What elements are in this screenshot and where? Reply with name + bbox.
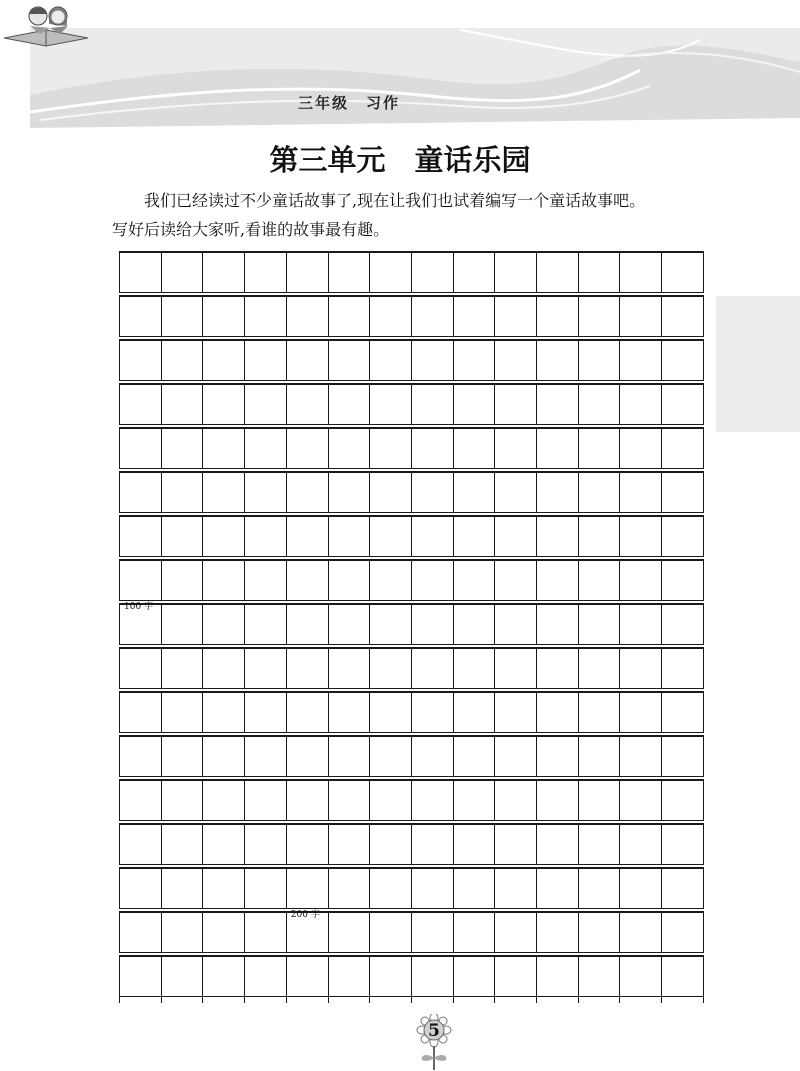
grid-cell[interactable] (286, 781, 328, 820)
grid-cell[interactable] (119, 429, 161, 468)
grid-cell[interactable] (328, 649, 370, 688)
grid-cell[interactable] (119, 341, 161, 380)
grid-cell[interactable] (328, 429, 370, 468)
grid-cell[interactable] (119, 957, 161, 996)
grid-cell[interactable] (411, 297, 453, 336)
grid-cell[interactable] (619, 957, 661, 996)
grid-row (119, 867, 704, 909)
page-title: 第三单元 童话乐园 (269, 143, 531, 177)
kids-reading-icon (0, 0, 92, 50)
grid-cell[interactable] (328, 473, 370, 512)
grid-cell[interactable] (661, 385, 703, 424)
grid-cell[interactable] (244, 825, 286, 864)
grid-cell[interactable] (578, 517, 620, 556)
grid-cell[interactable] (369, 561, 411, 600)
grid-cell[interactable] (494, 693, 536, 732)
grid-cell[interactable] (411, 253, 453, 292)
grid-cell[interactable] (619, 561, 661, 600)
grid-cell[interactable] (369, 297, 411, 336)
grid-cell[interactable] (244, 429, 286, 468)
grid-row-end (703, 605, 704, 644)
grid-cell[interactable] (619, 385, 661, 424)
grid-cell[interactable] (369, 737, 411, 776)
grid-cell[interactable] (119, 737, 161, 776)
grid-cell[interactable] (286, 825, 328, 864)
grid-cell[interactable] (661, 605, 703, 644)
grid-cell[interactable] (536, 253, 578, 292)
grid-cell[interactable] (244, 737, 286, 776)
grid-cell[interactable] (578, 869, 620, 908)
grid-tick (244, 997, 245, 1003)
grid-cell[interactable] (453, 517, 495, 556)
header-banner (0, 0, 800, 130)
grid-cell[interactable] (244, 253, 286, 292)
grid-cell[interactable] (328, 341, 370, 380)
grid-cell[interactable] (453, 649, 495, 688)
grid-cell[interactable] (286, 737, 328, 776)
grid-cell[interactable] (453, 341, 495, 380)
grid-cell[interactable] (494, 517, 536, 556)
grid-tick (494, 997, 495, 1003)
grid-cell[interactable] (453, 693, 495, 732)
grid-cell[interactable] (578, 341, 620, 380)
grid-cell[interactable] (161, 693, 203, 732)
grid-cell[interactable] (328, 913, 370, 952)
grid-row-end (703, 913, 704, 952)
grid-cell[interactable] (202, 737, 244, 776)
grid-cell[interactable] (202, 385, 244, 424)
grid-cell[interactable] (619, 649, 661, 688)
grid-cell[interactable] (578, 957, 620, 996)
grid-cell[interactable] (411, 473, 453, 512)
grid-cell[interactable] (244, 341, 286, 380)
grid-cell[interactable] (119, 385, 161, 424)
grid-row (119, 647, 704, 689)
grid-cell[interactable] (369, 341, 411, 380)
grid-cell[interactable] (119, 473, 161, 512)
grid-row (119, 339, 704, 381)
grid-row (119, 603, 704, 645)
grid-cell[interactable] (244, 649, 286, 688)
grid-cell[interactable] (119, 517, 161, 556)
grid-cell[interactable] (119, 649, 161, 688)
grid-cell[interactable] (578, 737, 620, 776)
grid-cell[interactable] (411, 913, 453, 952)
grid-cell[interactable] (161, 473, 203, 512)
grid-cell[interactable] (328, 737, 370, 776)
grid-cell[interactable] (411, 869, 453, 908)
grid-cell[interactable] (161, 781, 203, 820)
grid-cell[interactable] (202, 429, 244, 468)
grid-cell[interactable] (202, 253, 244, 292)
grid-cell[interactable] (202, 561, 244, 600)
grid-cell[interactable] (578, 385, 620, 424)
grid-tick (578, 997, 579, 1003)
word-count-marker: 100 字 (124, 602, 154, 612)
grid-cell[interactable] (661, 913, 703, 952)
grid-cell[interactable] (119, 869, 161, 908)
grid-cell[interactable] (119, 693, 161, 732)
grid-cell[interactable] (286, 297, 328, 336)
grid-cell[interactable] (202, 913, 244, 952)
grid-row-end (703, 385, 704, 424)
grid-cell[interactable] (244, 473, 286, 512)
grid-cell[interactable] (286, 957, 328, 996)
grid-cell[interactable] (161, 385, 203, 424)
grid-cell[interactable] (411, 737, 453, 776)
grid-cell[interactable] (369, 473, 411, 512)
grid-cell[interactable] (453, 253, 495, 292)
grid-cell[interactable] (578, 605, 620, 644)
grid-cell[interactable] (578, 561, 620, 600)
grid-cell[interactable] (161, 517, 203, 556)
grid-cell[interactable] (328, 297, 370, 336)
grid-cell[interactable] (619, 869, 661, 908)
grid-cell[interactable] (536, 605, 578, 644)
grid-cell[interactable] (411, 385, 453, 424)
grid-row (119, 471, 704, 513)
grid-tail (119, 997, 704, 1003)
grid-row (119, 823, 704, 865)
grid-cell[interactable] (453, 737, 495, 776)
grid-cell[interactable] (369, 517, 411, 556)
grid-cell[interactable] (536, 913, 578, 952)
grid-cell[interactable] (161, 913, 203, 952)
grid-cell[interactable] (244, 561, 286, 600)
grid-row (119, 691, 704, 733)
grid-cell[interactable] (328, 253, 370, 292)
grid-cell[interactable] (369, 253, 411, 292)
grid-row-end (703, 693, 704, 732)
grid-cell[interactable] (453, 429, 495, 468)
grid-cell[interactable] (453, 957, 495, 996)
grid-cell[interactable] (578, 693, 620, 732)
grid-cell[interactable] (494, 649, 536, 688)
grid-cell[interactable] (286, 561, 328, 600)
grid-cell[interactable] (661, 693, 703, 732)
grid-cell[interactable] (536, 341, 578, 380)
grid-cell[interactable] (619, 517, 661, 556)
grid-cell[interactable] (536, 297, 578, 336)
grid-cell[interactable] (536, 649, 578, 688)
grid-row-end (703, 781, 704, 820)
grid-cell[interactable] (161, 341, 203, 380)
grid-cell[interactable] (494, 429, 536, 468)
grid-cell[interactable] (119, 913, 161, 952)
grid-cell[interactable] (661, 561, 703, 600)
grid-cell[interactable] (202, 869, 244, 908)
grid-cell[interactable] (202, 517, 244, 556)
grid-row-end (703, 649, 704, 688)
grid-cell[interactable] (286, 869, 328, 908)
grid-cell[interactable] (244, 517, 286, 556)
grid-cell[interactable] (661, 649, 703, 688)
grid-cell[interactable] (369, 957, 411, 996)
grid-cell[interactable] (619, 825, 661, 864)
grid-cell[interactable] (661, 737, 703, 776)
grid-cell[interactable] (578, 473, 620, 512)
grid-cell[interactable] (453, 781, 495, 820)
grid-cell[interactable] (244, 385, 286, 424)
grid-cell[interactable] (369, 649, 411, 688)
grid-cell[interactable] (453, 605, 495, 644)
grid-cell[interactable] (619, 341, 661, 380)
grid-row (119, 779, 704, 821)
grid-cell[interactable] (536, 781, 578, 820)
grid-cell[interactable] (369, 693, 411, 732)
grid-cell[interactable] (661, 517, 703, 556)
grid-cell[interactable] (494, 605, 536, 644)
grid-cell[interactable] (578, 649, 620, 688)
grid-cell[interactable] (619, 473, 661, 512)
grid-row-end (703, 869, 704, 908)
grid-cell[interactable] (619, 781, 661, 820)
grid-cell[interactable] (619, 693, 661, 732)
grid-cell[interactable] (536, 957, 578, 996)
grid-cell[interactable] (536, 517, 578, 556)
grid-cell[interactable] (244, 957, 286, 996)
grid-cell[interactable] (619, 605, 661, 644)
grid-tick (369, 997, 370, 1003)
grid-cell[interactable] (286, 253, 328, 292)
grid-cell[interactable] (244, 605, 286, 644)
grid-cell[interactable] (161, 649, 203, 688)
grid-cell[interactable] (202, 473, 244, 512)
grid-cell[interactable] (619, 253, 661, 292)
grid-cell[interactable] (453, 297, 495, 336)
grid-cell[interactable] (411, 781, 453, 820)
grid-cell[interactable] (578, 253, 620, 292)
grid-cell[interactable] (328, 385, 370, 424)
grid-cell[interactable] (494, 561, 536, 600)
grid-cell[interactable] (411, 693, 453, 732)
grid-cell[interactable] (161, 561, 203, 600)
grid-tick (661, 997, 662, 1003)
grid-cell[interactable] (536, 561, 578, 600)
grid-row-end (703, 737, 704, 776)
grid-cell[interactable] (286, 605, 328, 644)
grid-cell[interactable] (494, 253, 536, 292)
page-number: 5 (428, 1021, 440, 1041)
header-grade-label: 三年级 习作 (298, 94, 401, 112)
grid-cell[interactable] (619, 297, 661, 336)
grid-cell[interactable] (328, 825, 370, 864)
grid-cell[interactable] (202, 693, 244, 732)
grid-cell[interactable] (453, 913, 495, 952)
grid-row-end (703, 341, 704, 380)
grid-tick (161, 997, 162, 1003)
instructions-line-2: 写好后读给大家听,看谁的故事最有趣。 (112, 220, 390, 239)
grid-cell[interactable] (494, 913, 536, 952)
grid-cell[interactable] (536, 385, 578, 424)
grid-cell[interactable] (661, 781, 703, 820)
grid-cell[interactable] (202, 297, 244, 336)
grid-cell[interactable] (286, 341, 328, 380)
grid-cell[interactable] (661, 825, 703, 864)
grid-cell[interactable] (536, 429, 578, 468)
grid-cell[interactable] (369, 869, 411, 908)
grid-row-end (703, 297, 704, 336)
grid-cell[interactable] (453, 869, 495, 908)
grid-cell[interactable] (494, 297, 536, 336)
instructions (112, 186, 732, 244)
grid-cell[interactable] (661, 341, 703, 380)
grid-row-end (703, 253, 704, 292)
grid-tick (328, 997, 329, 1003)
grid-cell[interactable] (578, 781, 620, 820)
grid-cell[interactable] (661, 473, 703, 512)
grid-cell[interactable] (161, 869, 203, 908)
grid-cell[interactable] (286, 693, 328, 732)
grid-cell[interactable] (328, 781, 370, 820)
grid-cell[interactable] (161, 605, 203, 644)
grid-cell[interactable] (369, 605, 411, 644)
grid-cell[interactable] (119, 561, 161, 600)
grid-row-end (703, 429, 704, 468)
grid-cell[interactable] (328, 561, 370, 600)
grid-cell[interactable] (494, 825, 536, 864)
grid-tick (453, 997, 454, 1003)
grid-cell[interactable] (578, 913, 620, 952)
grid-cell[interactable] (369, 781, 411, 820)
grid-cell[interactable] (536, 693, 578, 732)
grid-cell[interactable] (244, 297, 286, 336)
grid-cell[interactable] (202, 957, 244, 996)
grid-cell[interactable] (411, 517, 453, 556)
grid-cell[interactable] (411, 649, 453, 688)
grid-cell[interactable] (328, 517, 370, 556)
word-count-marker: 200 字 (290, 910, 320, 920)
grid-cell[interactable] (578, 429, 620, 468)
grid-cell[interactable] (411, 957, 453, 996)
grid-row (119, 559, 704, 601)
grid-tick (619, 997, 620, 1003)
grid-cell[interactable] (411, 429, 453, 468)
grid-cell[interactable] (619, 429, 661, 468)
grid-cell[interactable] (161, 737, 203, 776)
grid-cell[interactable] (161, 297, 203, 336)
grid-cell[interactable] (453, 473, 495, 512)
grid-cell[interactable] (369, 429, 411, 468)
grid-cell[interactable] (161, 253, 203, 292)
grid-cell[interactable] (328, 957, 370, 996)
grid-cell[interactable] (494, 869, 536, 908)
instructions-line-1: 我们已经读过不少童话故事了,现在让我们也试着编写一个童话故事吧。 (144, 191, 646, 210)
grid-cell[interactable] (161, 957, 203, 996)
grid-cell[interactable] (661, 253, 703, 292)
grid-cell[interactable] (161, 825, 203, 864)
grid-cell[interactable] (494, 957, 536, 996)
grid-cell[interactable] (119, 781, 161, 820)
grid-tick (536, 997, 537, 1003)
grid-cell[interactable] (661, 869, 703, 908)
grid-cell[interactable] (369, 913, 411, 952)
grid-tick (202, 997, 203, 1003)
grid-tick (411, 997, 412, 1003)
grid-row (119, 515, 704, 557)
grid-cell[interactable] (661, 429, 703, 468)
grid-cell[interactable] (202, 649, 244, 688)
grid-cell[interactable] (411, 341, 453, 380)
grid-cell[interactable] (411, 825, 453, 864)
grid-cell[interactable] (202, 605, 244, 644)
grid-cell[interactable] (202, 341, 244, 380)
grid-cell[interactable] (119, 825, 161, 864)
grid-cell[interactable] (202, 781, 244, 820)
grid-row (119, 911, 704, 953)
grid-cell[interactable] (244, 693, 286, 732)
grid-cell[interactable] (286, 649, 328, 688)
grid-row-end (703, 517, 704, 556)
grid-cell[interactable] (536, 825, 578, 864)
side-tab (716, 296, 800, 432)
grid-cell[interactable] (411, 605, 453, 644)
grid-row (119, 427, 704, 469)
grid-cell[interactable] (119, 297, 161, 336)
grid-row (119, 251, 704, 293)
grid-cell[interactable] (369, 825, 411, 864)
grid-cell[interactable] (619, 737, 661, 776)
grid-cell[interactable] (494, 385, 536, 424)
grid-row-end (703, 473, 704, 512)
grid-cell[interactable] (453, 385, 495, 424)
grid-cell[interactable] (661, 297, 703, 336)
grid-cell[interactable] (661, 957, 703, 996)
grid-cell[interactable] (619, 913, 661, 952)
grid-cell[interactable] (328, 693, 370, 732)
grid-cell[interactable] (536, 737, 578, 776)
grid-cell[interactable] (578, 825, 620, 864)
grid-row-end (703, 825, 704, 864)
grid-cell[interactable] (536, 869, 578, 908)
grid-cell[interactable] (244, 869, 286, 908)
grid-cell[interactable] (161, 429, 203, 468)
grid-row-end (703, 957, 704, 996)
grid-cell[interactable] (286, 473, 328, 512)
grid-row-end (703, 561, 704, 600)
grid-cell[interactable] (286, 385, 328, 424)
grid-cell[interactable] (536, 473, 578, 512)
grid-row (119, 735, 704, 777)
grid-cell[interactable] (494, 737, 536, 776)
grid-cell[interactable] (369, 385, 411, 424)
grid-cell[interactable] (119, 253, 161, 292)
grid-cell[interactable] (328, 605, 370, 644)
grid-row (119, 955, 704, 997)
grid-row (119, 383, 704, 425)
grid-cell[interactable] (494, 781, 536, 820)
grid-cell[interactable] (244, 781, 286, 820)
grid-row (119, 295, 704, 337)
grid-cell[interactable] (578, 297, 620, 336)
grid-tick (286, 997, 287, 1003)
grid-cell[interactable] (328, 869, 370, 908)
grid-cell[interactable] (202, 825, 244, 864)
grid-cell[interactable] (286, 517, 328, 556)
grid-tick (703, 997, 704, 1003)
grid-cell[interactable] (494, 473, 536, 512)
grid-cell[interactable] (286, 429, 328, 468)
grid-cell[interactable] (453, 561, 495, 600)
grid-cell[interactable] (244, 913, 286, 952)
grid-cell[interactable] (494, 341, 536, 380)
grid-tick (119, 997, 120, 1003)
grid-cell[interactable] (453, 825, 495, 864)
grid-cell[interactable] (411, 561, 453, 600)
